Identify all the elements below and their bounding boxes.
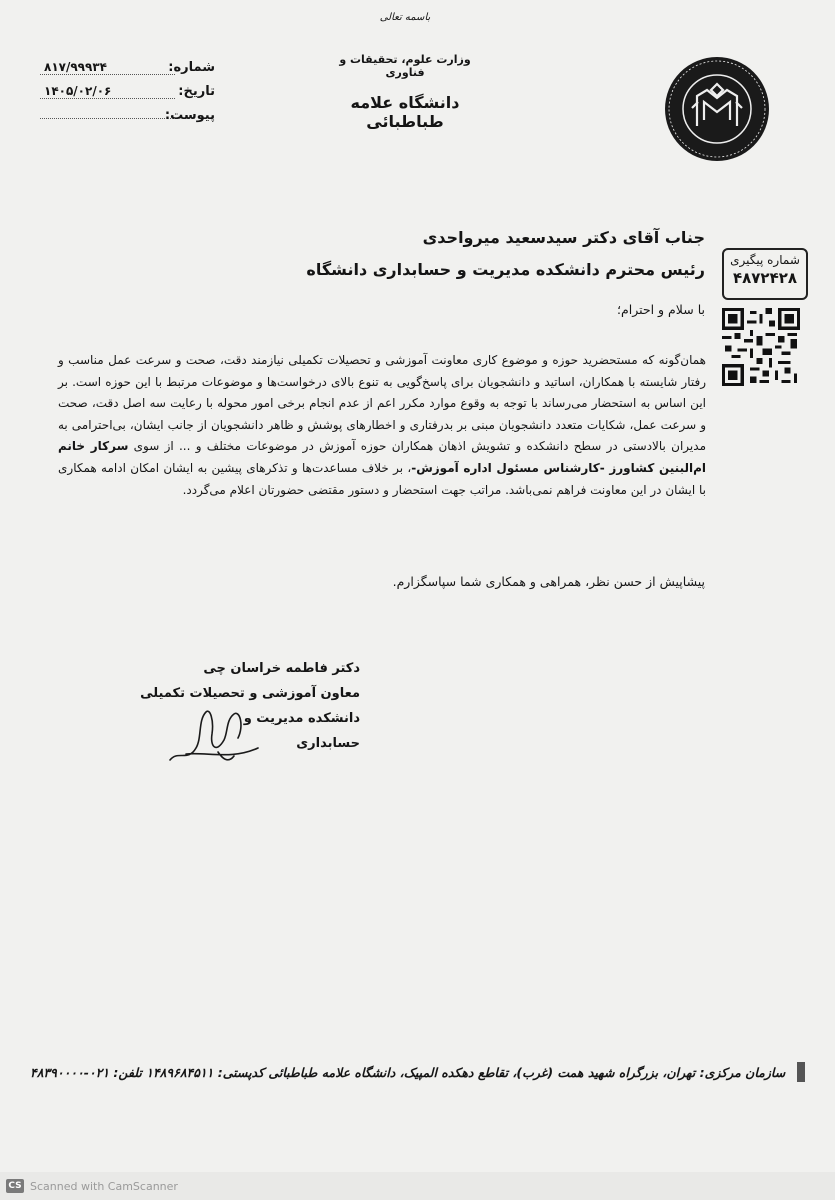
letter-body [58, 350, 706, 501]
qr-code-icon [722, 308, 800, 386]
date-value: ۱۴۰۵/۰۲/۰۶ [40, 84, 175, 99]
university-name: دانشگاه علامه طباطبائی [350, 93, 460, 131]
addressee [225, 222, 705, 286]
tracking-box [722, 248, 808, 300]
scanner-text: Scanned with CamScanner [30, 1179, 178, 1193]
attachment-label: پیوست: [164, 108, 215, 123]
date-label: تاریخ: [178, 84, 215, 99]
date-row [40, 84, 215, 108]
letter-meta [40, 60, 215, 132]
addressee-title: رئیس محترم دانشکده مدیریت و حسابداری دانشگاه [306, 260, 705, 279]
number-row [40, 60, 215, 84]
signer-name: دکتر فاطمه خراسان چی [203, 661, 360, 676]
footer-marker-icon [797, 1062, 805, 1082]
bism-text: باسمه تعالی [379, 12, 431, 23]
signer-title-line2: حسابداری [296, 736, 360, 751]
handwritten-signature-icon [158, 690, 268, 770]
university-logo-icon [664, 56, 770, 162]
tracking-label: شماره پیگیری [730, 253, 800, 267]
letter-footer [30, 1058, 805, 1086]
body-part1: همان‌گونه که مستحضرید حوزه و موضوع کاری معاونت آموزشی و تحصیلات تکمیلی نیازمند دقت، صحت و سرعت عمل مناسب و رفتار شایسته با همکاران، اساتید و دانشجویان برای پاسخ‌گویی به تنوع بالای درخواست‌ها و موضوعات مرتبط با این حوزه است. بر این اساس به استحضار می‌رساند با توجه به وقوع موارد مکرر اعم از عدم انجام برخی امور محوله با رعایت سه اصل دقت، صحت و سرعت عمل، شکایات متعدد دانشجویان مبنی بر بدرفتاری و اخطارهای پوشش و ظاهر دانشجویان از جانب ایشان، بی‌احترامی به مدیران بالادستی در سطح دانشکده و تشویش اذهان همکاران حوزه آموزش در موضوعات مختلف و ... از سوی [58, 353, 706, 454]
letterhead [320, 12, 490, 131]
closing-line: پیشاپیش از حسن نظر، همراهی و همکاری شما سپاسگزارم. [392, 574, 705, 589]
number-label: شماره: [168, 60, 215, 75]
camscanner-badge-icon: CS [6, 1179, 24, 1193]
body-part2: ، بر خلاف مساعدت‌ها و تذکرهای پیشین به ایشان امکان ادامه همکاری با ایشان در این معاونت فراهم نمی‌باشد. مراتب جهت استحضار و دستور مقتضی حضورتان اعلام می‌گردد. [58, 460, 706, 497]
tracking-number: ۴۸۷۲۴۲۸ [732, 269, 798, 287]
number-value: ۸۱۷/۹۹۹۳۴ [40, 60, 175, 75]
attachment-value [40, 118, 175, 119]
signer-title-line1: معاون آموزشی و تحصیلات تکمیلی دانشکده مدیریت و [140, 686, 360, 726]
footer-address: سازمان مرکزی: تهران، بزرگراه شهید همت (غرب)، تقاطع دهکده المپیک، دانشگاه علامه طباطبائی کدپستی: ۱۴۸۹۶۸۴۵۱۱ تلفن: ۰۲۱-۴۸۳۹۰۰۰۰ [30, 1064, 786, 1080]
addressee-name: جناب آقای دکتر سیدسعید میرواحدی [422, 228, 705, 247]
attachment-row [40, 108, 215, 132]
body-bold-name: سرکار خانم ام‌البنین کشاورز -کارشناس مسئول اداره آموزش- [58, 439, 706, 475]
ministry-name: وزارت علوم، تحقیقات و فناوری [339, 53, 471, 79]
scanner-bar [0, 1172, 835, 1200]
greeting: با سلام و احترام؛ [617, 302, 705, 317]
